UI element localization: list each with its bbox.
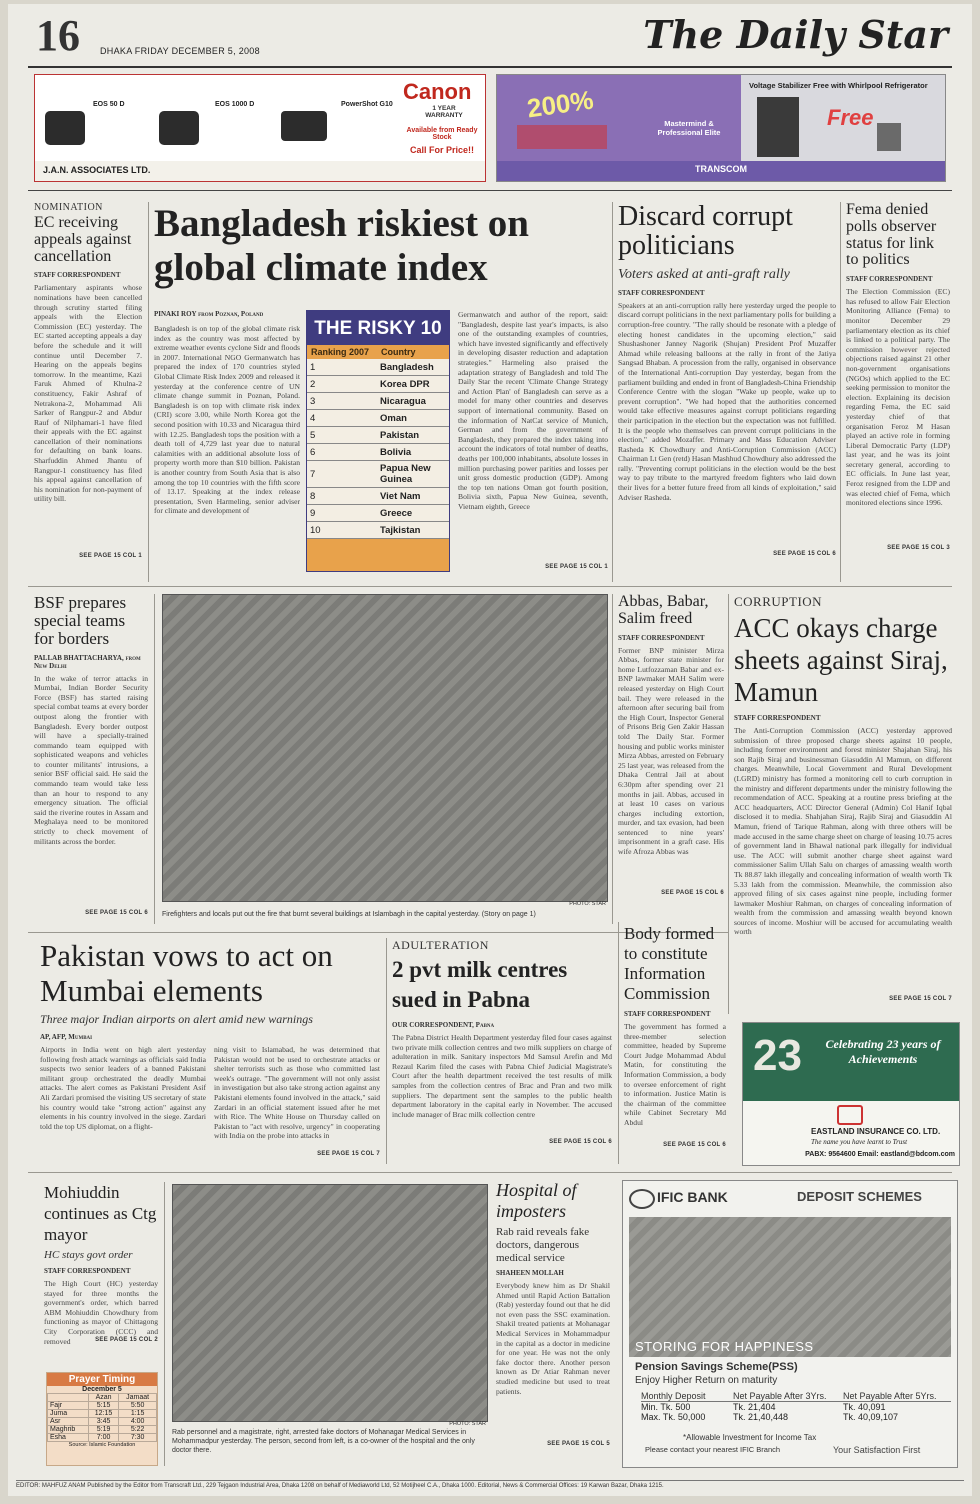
- prayer-azan: 5:15: [88, 1402, 118, 1410]
- prayer-jamaat: 1:15: [119, 1410, 157, 1418]
- risky-row: [307, 427, 449, 444]
- risky-10-title: THE RISKY 10: [307, 311, 449, 345]
- corrupt-byline: STAFF CORRESPONDENT: [618, 288, 705, 297]
- abbas-byline: STAFF CORRESPONDENT: [618, 633, 705, 642]
- free-label: Free: [827, 105, 874, 130]
- imposters-jump: SEE PAGE 15 COL 5: [547, 1441, 610, 1447]
- pakistan-body-right: ning visit to Islamabad, he was determined that Pakistan would not be used to orchestrate attacks or shelter terrorists such as those who committed last week's outrage. "The government will not only assist in investigation but also take strong action against any Pakistani elements found involved in the attack," said Zardari in an official statement issued after he met with Rice. The White House on Thursday called on Pakistan to "act with resolve, urgency" in cooperating with India on the probe into attacks in: [214, 1045, 380, 1141]
- risky-10-table: [307, 359, 449, 539]
- risky-col-ranking: Ranking 2007: [311, 347, 370, 357]
- max-3yrs: Tk. 21,40,448: [733, 1412, 789, 1422]
- camera-2-image: [159, 111, 199, 145]
- risky-rank: 2: [307, 376, 377, 393]
- stock-text: Available from Ready Stock: [406, 127, 478, 141]
- imposters-byline: SHAHEEN MOLLAH: [496, 1269, 564, 1277]
- milk-jump: SEE PAGE 15 COL 6: [549, 1139, 612, 1145]
- mohiuddin-jump: SEE PAGE 15 COL 2: [95, 1337, 158, 1343]
- prayer-row: [48, 1434, 157, 1442]
- corrupt-jump: SEE PAGE 15 COL 6: [773, 550, 836, 557]
- risky-country: Oman: [377, 410, 449, 427]
- risky-country: Pakistan: [377, 427, 449, 444]
- eastland-company: EASTLAND INSURANCE CO. LTD.: [811, 1127, 941, 1136]
- nomination-jump: SEE PAGE 15 COL 1: [79, 553, 142, 560]
- anniversary-number: 23: [753, 1031, 802, 1080]
- nomination-kicker: NOMINATION: [34, 202, 103, 213]
- fire-photo: [162, 594, 608, 902]
- prayer-col-azan: Azan: [88, 1394, 118, 1402]
- fridge-image: [757, 97, 799, 157]
- pakistan-body-left: Airports in India went on high alert yesterday following fresh attack warnings as officials said India suspects two senior leaders of a banned Pakistani militant group orchestrated the deadly Mumbai attacks. The alert comes as Pakistani President Asif Ali Zardari promised the visiting US secretary of state his country would take "strong action" against any elements in his country involved in the siege. Zardari told the top US diplomat, on a flight-: [40, 1045, 206, 1131]
- enjoy-text: Enjoy Higher Return on maturity: [635, 1375, 778, 1386]
- corrupt-article: [618, 202, 836, 557]
- infocom-headline: Body formed to constitute Information Commission: [624, 924, 715, 1003]
- fire-photo-credit: PHOTO: STAR: [569, 901, 606, 907]
- pss-product: Pension Savings Scheme(PSS): [635, 1361, 798, 1373]
- risky-country: Korea DPR: [377, 376, 449, 393]
- acc-body: The Anti-Corruption Commission (ACC) yesterday approved submission of three proposed charge sheets against 10 people, including former environment and forest minister Shajahan Siraj, his son Rajib Siraj and businessman Giasuddin Al Mamun, on different charges. Meanwhile, Local Government and Rural Development (LGRD) ministry has formed a monitoring cell to curb corruption in the ministry and different departments under the ministry following the recommendation of ACC. Speaking at a routine press briefing at the ACC headquarters, ACC Director General (Admin) Col Hanif Iqbal disclosed it to media. Shahjahan Siraj, Rajib Siraj and Giasuddin Al Mamun, friend of Tarique Rahman, along with three others will be made accused in the same charge sheet on charge of leasing 10.75 acres of government land in Bhawal national park illegally for individual use. The ACC will submit another charge sheet against ward commissioner Salim Ullah Salu on charges of amassing wealth worth Tk 88.87 lakh illegally and concealing information of wealth worth Tk 5.33 lakh from the commission. Meanwhile, the commission also approved filing of six cases against nine people, including former lawmaker Moshiur Rahman, on charges of concealing information of wealth from the commission and amassing wealth beyond known sources of income. Moshiur will be accused for accumulating wealth worth: [734, 726, 952, 937]
- ific-slogan: Your Satisfaction First: [833, 1445, 921, 1455]
- prayer-table: [47, 1393, 157, 1442]
- prayer-source: Source: Islamic Foundation: [68, 1442, 136, 1448]
- risky-10-box: [306, 310, 450, 572]
- bsf-jump: SEE PAGE 15 COL 6: [85, 909, 148, 916]
- whirlpool-ad[interactable]: [496, 74, 946, 182]
- risky-country: Bangladesh: [377, 359, 449, 376]
- climate-body-right: Germanwatch and author of the report, said: "Bangladesh, despite last year's impacts, is also one of the outstanding examples of countries, which have invested significantly and effectively in developing disaster reduction and adaptation strategies." Harmeling also praised the adaptation strategy of Bangladesh and told The Daily Star the recent 'Climate Change Strategy and Action Plan' of Bangladesh can serve as a model for many other countries and deserves support of international community. Based on the information of NatCat service of Munich, German and from the government of Bangladesh, they prepared the index taking into account the indicators of total number of deaths, deaths per 100,000 inhabitants, absolute losses in million purchasing power parities and losses per unit gross domestic production (GDP). Among the top ten nations Oman got fourth position, Bolivia sixth, Papua New Guinea, seventh, Vietnam eighth, Greece: [458, 310, 608, 511]
- climate-jump: SEE PAGE 15 COL 1: [545, 564, 608, 570]
- prayer-jamaat: 7:30: [119, 1434, 157, 1442]
- milk-article: [392, 938, 612, 1145]
- fema-byline: STAFF CORRESPONDENT: [846, 275, 933, 284]
- acc-byline: STAFF CORRESPONDENT: [734, 714, 821, 722]
- imposters-headline: Hospital of imposters: [496, 1180, 577, 1221]
- risky-country: Viet Nam: [377, 488, 449, 505]
- page-number: 16: [36, 11, 80, 60]
- ific-contact: Please contact your nearest IFIC Branch: [645, 1445, 781, 1454]
- milk-body: The Pabna District Health Department yesterday filed four cases against two private milk collection centres and two milk suppliers on charge of adulteration in milk. Sanitary inspectors Md Samsul Arefin and Md Rezaul Karim filed the cases with Pabna Chief Judicial Magistrate's Court after the health department received the test results of milk samples from the collection centres of Brac and Pran and two milk suppliers. The department sent the samples to the public health department laboratory in the capital early in November. The accused include manager of Brac milk collection centre: [392, 1033, 612, 1119]
- abbas-headline: Abbas, Babar, Salim freed: [618, 593, 709, 627]
- infocom-article: [624, 924, 726, 1148]
- fema-jump: SEE PAGE 15 COL 3: [887, 545, 950, 552]
- prayer-name: Asr: [48, 1418, 89, 1426]
- prayer-jamaat: 4:00: [119, 1418, 157, 1426]
- raid-photo-credit: PHOTO: STAR: [449, 1421, 486, 1427]
- model-3-label: PowerShot G10: [341, 101, 393, 108]
- call-for-price: Call For Price!!: [409, 145, 474, 155]
- imposters-subhead: Rab raid reveals fake doctors, dangerous medical service: [496, 1226, 590, 1264]
- bsf-byline: PALLAB BHATTACHARYA, from New Delhi: [34, 653, 141, 670]
- risky-col-country: Country: [381, 347, 416, 357]
- milk-kicker: ADULTERATION: [392, 938, 489, 952]
- acc-kicker: CORRUPTION: [734, 594, 823, 609]
- bangla-banner: [517, 125, 607, 149]
- pakistan-jump: SEE PAGE 15 COL 7: [317, 1151, 380, 1157]
- happiness-banner: STORING FOR HAPPINESS: [635, 1339, 814, 1354]
- pakistan-subhead: Three major Indian airports on alert amid new warnings: [40, 1012, 313, 1026]
- acc-headline: ACC okays charge sheets against Siraj, Mamun: [734, 613, 948, 707]
- camera-3-image: [281, 111, 327, 141]
- risky-row: [307, 461, 449, 488]
- corrupt-body: Speakers at an anti-corruption rally here yesterday urged the people to discard corrupt politicians in the next parliamentary polls for building a corruption-free country. "The rally should be resonate with a pledge of electing honest candidates in the upcoming election," said Shushashoner Janney Nagorik (Shujan) President Prof Muzaffer Ahmad while releasing balloons at the rally in front of the Jatiya Sangsad Bhaban. A procession from the rally, organised in observance of the International Anti-corruption Day yesterday, began from the parliament building and ended in front of Bangladesh-China Friendship Conference Centre with the slogan "Wake up people, wake up to prevent corruption". "We had hoped that the authorities concerned would take effective measures against corrupt politicians regarding their participation in the election but the expectation was not fulfilled. It is the people who themselves can prevent corrupt politicians in the election," added Mozaffer. Primary and Mass Education Adviser Rasheda K Chowdhury and Anti-Corruption Commission (ACC) Chairman Lt Gen (retd) Hasan Mashhud Chowdhury also addressed the rally. "Preventing corrupt politicians in the election would be the best way to pay tribute to the martyred freedom fighters who laid down their lives for a better future freed from all kinds of exploitation," said Adviser Rasheda.: [618, 300, 836, 502]
- newspaper-title: The Daily Star: [643, 12, 948, 57]
- acc-jump: SEE PAGE 15 COL 7: [889, 996, 952, 1002]
- risky-country: Papua New Guinea: [377, 461, 449, 488]
- fema-body: The Election Commission (EC) has refused to allow Fair Election Monitoring Alliance (Fema) to monitor December 29 parliamentary election as its chief is linked to a political party. The commission however rejected objections raised against 21 other non-government organisations (NGOs) which applied to the EC seeking permission to monitor the election. Explaining its decision regarding Fema, the EC said yesterday chief of that organisation Feroz M Hasan played an active role in forming Liberal Democratic Party (LDP) last year, and he was its joint secretary general, according to EC officials. In June last year, Feroz resigned from the LDP and was elected chief of Fema, which monitored elections since 1996.: [846, 287, 950, 508]
- prayer-row: [48, 1418, 157, 1426]
- abbas-article: [618, 594, 724, 896]
- imposters-article: [496, 1180, 610, 1447]
- risky-country: Bolivia: [377, 444, 449, 461]
- prayer-azan: 7:00: [88, 1434, 118, 1442]
- fire-photo-caption: Firefighters and locals put out the fire that burnt several buildings at Islambagh in the capital yesterday. (Story on page 1): [162, 911, 536, 918]
- risky-rank: 3: [307, 393, 377, 410]
- imprint-footer: EDITOR: MAHFUZ ANAM Published by the Editor from Transcraft Ltd., 229 Tejgaon Industrial Area, Dhaka 1208 on behalf of Mediaworld Ltd, 52 Motijheel C.A., Dhaka 1000. Editorial, News & Commercial Offices: 19 Karwan Bazar, Dhaka 1215.: [16, 1480, 964, 1489]
- prayer-row: [48, 1410, 157, 1418]
- col-monthly-deposit: Monthly Deposit: [641, 1391, 706, 1401]
- corrupt-subhead: Voters asked at anti-graft rally: [618, 266, 790, 282]
- climate-headline: Bangladesh riskiest on global climate index: [154, 202, 529, 289]
- pakistan-article: [40, 938, 380, 1157]
- min-5yrs: Tk. 40,091: [843, 1402, 886, 1412]
- milk-headline: 2 pvt milk centres sued in Pabna: [392, 957, 568, 1012]
- max-deposit: Max. Tk. 50,000: [641, 1412, 706, 1422]
- warranty-badge: 1 YEAR WARRANTY: [425, 105, 463, 119]
- bsf-headline: BSF prepares special teams for borders: [34, 593, 127, 648]
- prayer-row: [48, 1402, 157, 1410]
- risky-row: [307, 376, 449, 393]
- eastland-logo-icon: [837, 1105, 863, 1125]
- stabilizer-headline: Voltage Stabilizer Free with Whirlpool Refrigerator: [749, 81, 928, 90]
- pakistan-headline: Pakistan vows to act on Mumbai elements: [40, 938, 333, 1008]
- stabilizer-image: [877, 123, 901, 151]
- risky-rank: 4: [307, 410, 377, 427]
- deposit-schemes-title: DEPOSIT SCHEMES: [797, 1189, 922, 1204]
- prayer-jamaat: 5:50: [119, 1402, 157, 1410]
- eastland-headline: Celebrating 23 years of Achievements: [825, 1037, 941, 1066]
- tax-note: *Allowable Investment for Income Tax: [683, 1433, 817, 1442]
- nomination-article: [34, 202, 142, 559]
- distributor-name: J.A.N. ASSOCIATES LTD.: [43, 165, 151, 175]
- ific-bank-ad[interactable]: [622, 1180, 958, 1468]
- prayer-jamaat: 5:22: [119, 1426, 157, 1434]
- risky-rank: 1: [307, 359, 377, 376]
- infocom-jump: SEE PAGE 15 COL 6: [663, 1142, 726, 1148]
- prayer-name: Esha: [48, 1434, 89, 1442]
- newspaper-page: [8, 4, 972, 1496]
- offer-badge: 200%: [525, 84, 596, 124]
- fema-headline: Fema denied polls observer status for link to politics: [846, 201, 937, 269]
- climate-body-left: Bangladesh is on top of the global climate risk index as the country was most affected by extreme weather events cyclone Sidr and floods in 2007. International NGO Germanwatch has prepared the index of 170 countries styled Global Climate Risk Index 2009 and released it yesterday at the conference centre of UN climate change summit in Poznan, Poland. Bangladesh is on top with climate risk index (CRI) score 3.00, while North Korea got the second position with 10.33 and Nicaragua third with 12.25. Bangladesh tops the position with a death toll of 4,729 last year due to natural calamities with an additional absolute loss of property worth more than $10 billion. Pakistan is another country from South Asia that is also among the top 10 countries with the fifth score of 13.17. Speaking at the index release presentation, Sven Harmeling, senior adviser for climate and development of: [154, 324, 300, 516]
- eastland-ad[interactable]: [742, 1022, 960, 1166]
- prayer-azan: 3:45: [88, 1418, 118, 1426]
- prayer-col-jamaat: Jamaat: [119, 1394, 157, 1402]
- eastland-contact: PABX: 9564600 Email: eastland@bdcom.com: [805, 1151, 955, 1158]
- eastland-tagline: The name you have learnt to Trust: [811, 1138, 908, 1146]
- raid-photo-caption: Rab personnel and a magistrate, right, arrested fake doctors of Mohanagar Medical Services in Mohammadpur yesterday. The person, second from left, is a co-owner of the hospital and the only doctor there.: [172, 1429, 475, 1454]
- prayer-azan: 5:19: [88, 1426, 118, 1434]
- min-3yrs: Tk. 21,404: [733, 1402, 776, 1412]
- deposit-table: [641, 1391, 951, 1422]
- risky-row: [307, 444, 449, 461]
- risky-row: [307, 410, 449, 427]
- risky-rank: 7: [307, 461, 377, 488]
- pakistan-byline: AP, AFP, Mumbai: [40, 1033, 93, 1041]
- child-photo: [629, 1217, 951, 1357]
- risky-rank: 6: [307, 444, 377, 461]
- mohiuddin-byline: STAFF CORRESPONDENT: [44, 1267, 131, 1275]
- risky-row: [307, 522, 449, 539]
- abbas-jump: SEE PAGE 15 COL 6: [661, 889, 724, 896]
- nomination-headline: EC receiving appeals against cancellation: [34, 214, 132, 265]
- product-tagline: Mastermind & Professional Elite: [657, 119, 721, 137]
- milk-byline: OUR CORRESPONDENT, Pabna: [392, 1021, 495, 1029]
- risky-country: Nicaragua: [377, 393, 449, 410]
- max-5yrs: Tk. 40,09,107: [843, 1412, 899, 1422]
- risky-rank: 9: [307, 505, 377, 522]
- prayer-name: Juma: [48, 1410, 89, 1418]
- abbas-body: Former BNP minister Mirza Abbas, former state minister for home Lutfozzaman Babar and ex-BNP lawmaker MAH Salim were released yesterday on High Court bail. They were released in the afternoon after securing bail from the High Court, Inspector General of Prisons Brig Gen Zakir Hassan told The Daily Star. Former housing and public works minister Mirza Abbas, arrested on February 25 last year, was released from the Dhaka Central Jail at about 6:30pm after spending over 21 months in jail. Abbas, accused in at least 10 cases on various charges including extortion, murder, and tax evasion, had been sentenced to nine years' imprisonment in a graft case. His wife Afroza Abbas was: [618, 645, 724, 857]
- mohiuddin-body: The High Court (HC) yesterday stayed for three months the government's order, which barred ABM Mohiuddin Chowdhury from functioning as mayor of Chittagong City Corporation (CCC) and removed: [44, 1279, 158, 1346]
- nomination-byline: STAFF CORRESPONDENT: [34, 271, 121, 280]
- bsf-body: In the wake of terror attacks in Mumbai, Indian Border Security Force (BSF) has started raising special combat teams at every border outpost along the frontier with Bangladesh. Every border outpost will have a specially-trained commando team equipped with sophisticated weapons and vehicles to counter militants' intrusions, a senior BSF official said. He said the commando team would take less than an hour to respond to any emergency situation. The official said the riverine routes in Assam and Meghalaya need to be monitored strictly to check movement of militants across the border.: [34, 673, 148, 846]
- prayer-timing-box: [46, 1372, 158, 1466]
- ific-logo: [629, 1189, 655, 1209]
- nomination-body: Parliamentary aspirants whose nominations have been cancelled through scrutiny started filing appeals with the Election Commission (EC) yesterday. The EC started accepting appeals a day before the schedule and it will continue until December 7. Hearing on the appeals begins tomorrow. In the meantime, Kazi Faruk Ahmed of Khulna-2 constituency, Fakir Ashraf of Netrakona-2, Mohammad Ali Sarker of Rangpur-2 and Abdur Rauf of Nilphamari-1 have filed their appeals with the EC against cancellation of their nominations for defaulting on bank loans. Sharfuddin Ahmed Jhantu of Rangpur-1 constituency has filed his appeal against cancellation of his nomination for non-payment of utility bill.: [34, 283, 142, 504]
- min-deposit: Min. Tk. 500: [641, 1402, 691, 1412]
- raid-photo: [172, 1184, 488, 1422]
- risky-row: [307, 359, 449, 376]
- risky-rank: 5: [307, 427, 377, 444]
- transcom-bar: TRANSCOM: [497, 161, 945, 181]
- risky-row: [307, 505, 449, 522]
- mohiuddin-article: [44, 1182, 158, 1346]
- risky-rank: 10: [307, 522, 377, 539]
- risky-country: Greece: [377, 505, 449, 522]
- prayer-name: Fajr: [48, 1402, 89, 1410]
- col-5yrs: Net Payable After 5Yrs.: [843, 1391, 937, 1401]
- prayer-azan: 12:15: [88, 1410, 118, 1418]
- infocom-body: The government has formed a three-member selection committee, headed by Supreme Court Judge Mohammad Abdul Matin, for constituting the Information Commission, a body to oversee enforcement of right to information. Justice Matin is the chairman of the committee while Cabinet Secretary Md Abdul: [624, 1022, 726, 1127]
- dateline: DHAKA FRIDAY DECEMBER 5, 2008: [100, 46, 260, 56]
- corrupt-headline: Discard corrupt politicians: [618, 201, 793, 262]
- model-1-label: EOS 50 D: [93, 101, 125, 108]
- prayer-row: [48, 1426, 157, 1434]
- climate-byline: PINAKI ROY from Poznan, Poland: [154, 310, 264, 318]
- prayer-title: Prayer Timing: [47, 1373, 157, 1386]
- infocom-byline: STAFF CORRESPONDENT: [624, 1010, 711, 1018]
- risky-rank: 8: [307, 488, 377, 505]
- canon-logo: Canon: [403, 79, 472, 104]
- acc-article: [734, 594, 952, 1002]
- mohiuddin-subhead: HC stays govt order: [44, 1249, 133, 1261]
- model-2-label: EOS 1000 D: [215, 101, 255, 108]
- imposters-body: Everybody knew him as Dr Shakil Ahmed until Rapid Action Battalion (Rab) yesterday found out that he did not even pass the SSC examination. Shakil treated patients at Mohanagar Medical Services in Mohammadpur in the capital as a doctor in medicine for one year. He was not the only fake doctor there. Another person known as Dr Atiar Rahman never studied medicine but used to treat patients.: [496, 1281, 610, 1396]
- risky-row: [307, 393, 449, 410]
- prayer-name: Maghrib: [48, 1426, 89, 1434]
- bsf-article: [34, 594, 148, 916]
- risky-row: [307, 488, 449, 505]
- camera-1-image: [45, 111, 85, 145]
- fema-article: [846, 202, 950, 551]
- canon-ad[interactable]: [34, 74, 486, 182]
- prayer-date: December 5: [82, 1386, 122, 1393]
- risky-country: Tajkistan: [377, 522, 449, 539]
- ific-bank-name: IFIC BANK: [657, 1189, 728, 1205]
- mohiuddin-headline: Mohiuddin continues as Ctg mayor: [44, 1183, 157, 1244]
- col-3yrs: Net Payable After 3Yrs.: [733, 1391, 827, 1401]
